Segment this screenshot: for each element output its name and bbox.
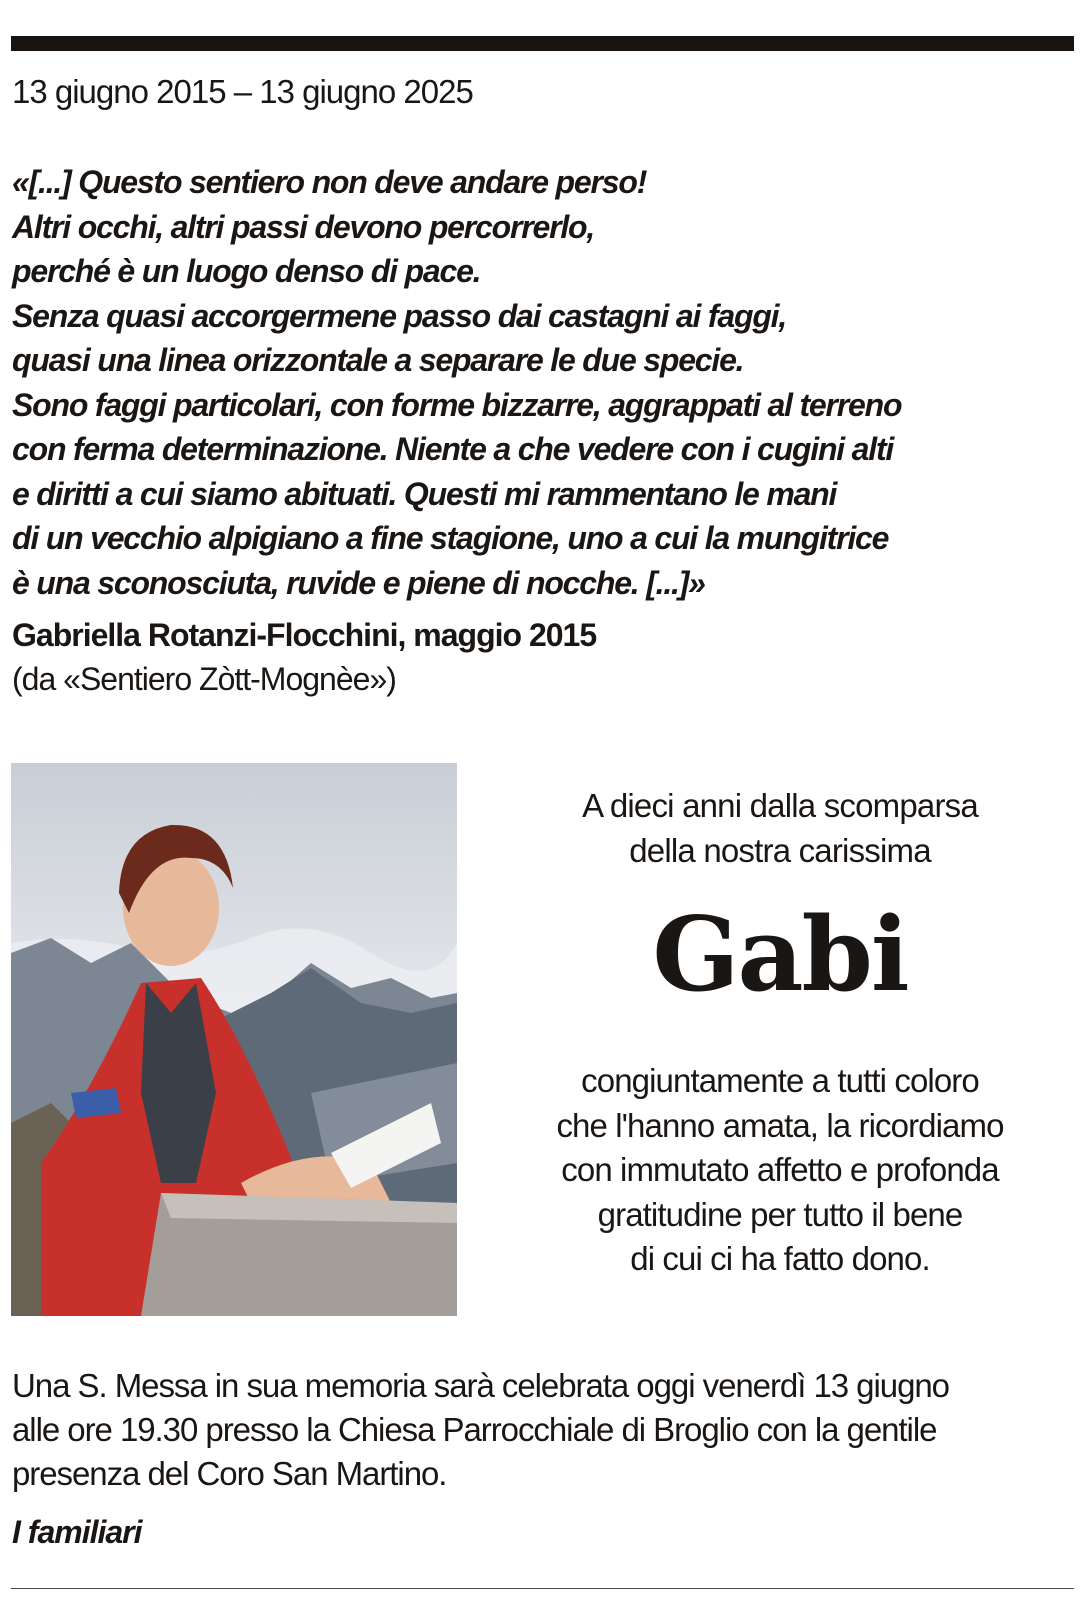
quote-line: Sono faggi particolari, con forme bizzarre, aggrappati al terreno <box>12 386 902 423</box>
mass-announcement <box>12 1364 1072 1496</box>
quote-line: con ferma determinazione. Niente a che vedere con i cugini alti <box>12 431 894 467</box>
quote-line: quasi una linea orizzontale a separare le due specie. <box>12 342 744 378</box>
body-line: con immutato affetto e profonda <box>561 1151 999 1188</box>
body-line: gratitudine per tutto il bene <box>597 1195 963 1233</box>
notice-body <box>515 1059 1045 1282</box>
quote-source: (da «Sentiero Zòtt-Mognèe») <box>12 661 396 697</box>
mass-line: Una S. Messa in sua memoria sarà celebrata oggi venerdì 13 giugno <box>12 1367 949 1404</box>
quote-line: è una sconosciuta, ruvide e piene di nocche. [...]» <box>12 564 705 601</box>
poem-quote <box>12 160 1072 605</box>
quote-line: «[...] Questo sentiero non deve andare perso! <box>12 164 647 200</box>
notice-intro <box>535 783 1025 873</box>
quote-author: Gabriella Rotanzi-Flocchini, maggio 2015 <box>12 617 597 653</box>
top-rule <box>11 36 1074 51</box>
body-line: che l'hanno amata, la ricordiamo <box>556 1106 1004 1144</box>
quote-line: di un vecchio alpigiano a fine stagione, uno a cui la mungitrice <box>12 520 889 556</box>
intro-line: A dieci anni dalla scomparsa <box>582 787 978 824</box>
mass-line: alle ore 19.30 presso la Chiesa Parrocchiale di Broglio con la gentile <box>12 1411 937 1448</box>
quote-attribution <box>12 613 596 701</box>
jacket-patch <box>71 1088 121 1118</box>
quote-line: Altri occhi, altri passi devono percorrerlo, <box>12 208 595 245</box>
deceased-name: Gabi <box>652 895 908 1015</box>
mass-line: presenza del Coro San Martino. <box>12 1455 447 1492</box>
anniversary-dates: 13 giugno 2015 – 13 giugno 2025 <box>12 73 473 110</box>
bottom-rule <box>11 1588 1074 1589</box>
portrait-photo <box>11 763 457 1316</box>
body-line: congiuntamente a tutti coloro <box>581 1062 979 1099</box>
quote-line: Senza quasi accorgermene passo dai castagni ai faggi, <box>12 297 787 334</box>
quote-line: e diritti a cui siamo abituati. Questi mi rammentano le mani <box>12 475 837 512</box>
quote-line: perché è un luogo denso di pace. <box>12 253 481 289</box>
intro-line: della nostra carissima <box>629 832 931 869</box>
body-line: di cui ci ha fatto dono. <box>630 1240 930 1277</box>
family-signature: I familiari <box>12 1514 142 1550</box>
